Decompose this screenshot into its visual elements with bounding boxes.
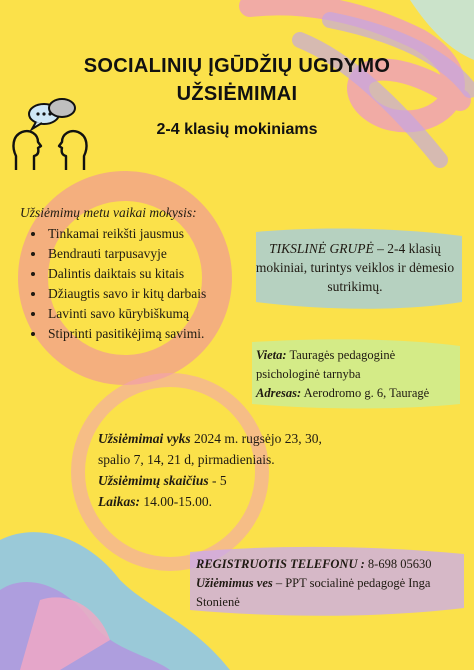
list-item: • Džiaugtis savo ir kitų darbais	[46, 284, 280, 304]
time-line	[98, 491, 348, 512]
target-group-text: – 2-4 klasių mokiniai, turintys veiklos ir dėmesio sutrikimų.	[255, 241, 455, 294]
dates-line	[98, 428, 348, 470]
place-text: Tauragės pedagoginė psichologinė tarnyba	[256, 348, 396, 381]
registration-section	[196, 555, 460, 612]
place-section	[256, 346, 456, 403]
list-item: • Bendrauti tarpusavyje	[46, 244, 280, 264]
count-line	[98, 470, 348, 491]
address-label: Adresas:	[256, 386, 302, 400]
count-label: Užsiėmimų skaičius	[98, 473, 209, 488]
leader-line	[196, 574, 460, 612]
learning-section	[20, 204, 280, 344]
list-item: • Stiprinti pasitikėjimą savimi.	[46, 324, 280, 344]
learning-heading: Užsiėmimų metu vaikai mokysis:	[20, 205, 197, 220]
time-label: Laikas:	[98, 494, 140, 509]
leader-text: – PPT socialinė pedagogė Inga Stonienė	[196, 576, 431, 609]
address-text: Aerodromo g. 6, Tauragė	[301, 386, 430, 400]
target-group-label: TIKSLINĖ GRUPĖ	[269, 241, 374, 256]
count-text: - 5	[208, 473, 227, 488]
time-text: 14.00-15.00.	[140, 494, 212, 509]
place-line	[256, 346, 456, 384]
page-title	[40, 52, 434, 108]
subtitle: 2-4 klasių mokiniams	[156, 121, 318, 138]
dates-label: Užsiėmimai vyks	[98, 431, 191, 446]
dates-text: 2024 m. rugsėjo 23, 30, spalio 7, 14, 21 d, pirmadieniais.	[98, 431, 322, 467]
title-line-2: UŽSIĖMIMAI	[176, 83, 298, 105]
phone-number[interactable]: 8-698 05630	[364, 557, 432, 571]
list-item: • Dalintis daiktais su kitais	[46, 264, 280, 284]
phone-line	[196, 555, 460, 574]
leader-label: Užiėmimus ves	[196, 576, 273, 590]
schedule-section	[98, 428, 348, 512]
learning-list	[20, 224, 280, 344]
target-group-section	[250, 239, 460, 296]
address-line	[256, 384, 456, 403]
list-item: • Lavinti savo kūrybiškumą	[46, 304, 280, 324]
place-label: Vieta:	[256, 348, 287, 362]
title-line-1: SOCIALINIŲ ĮGŪDŽIŲ UGDYMO	[83, 55, 391, 77]
list-item: • Tinkamai reikšti jausmus	[46, 224, 280, 244]
phone-label: REGISTRUOTIS TELEFONU :	[196, 557, 365, 571]
